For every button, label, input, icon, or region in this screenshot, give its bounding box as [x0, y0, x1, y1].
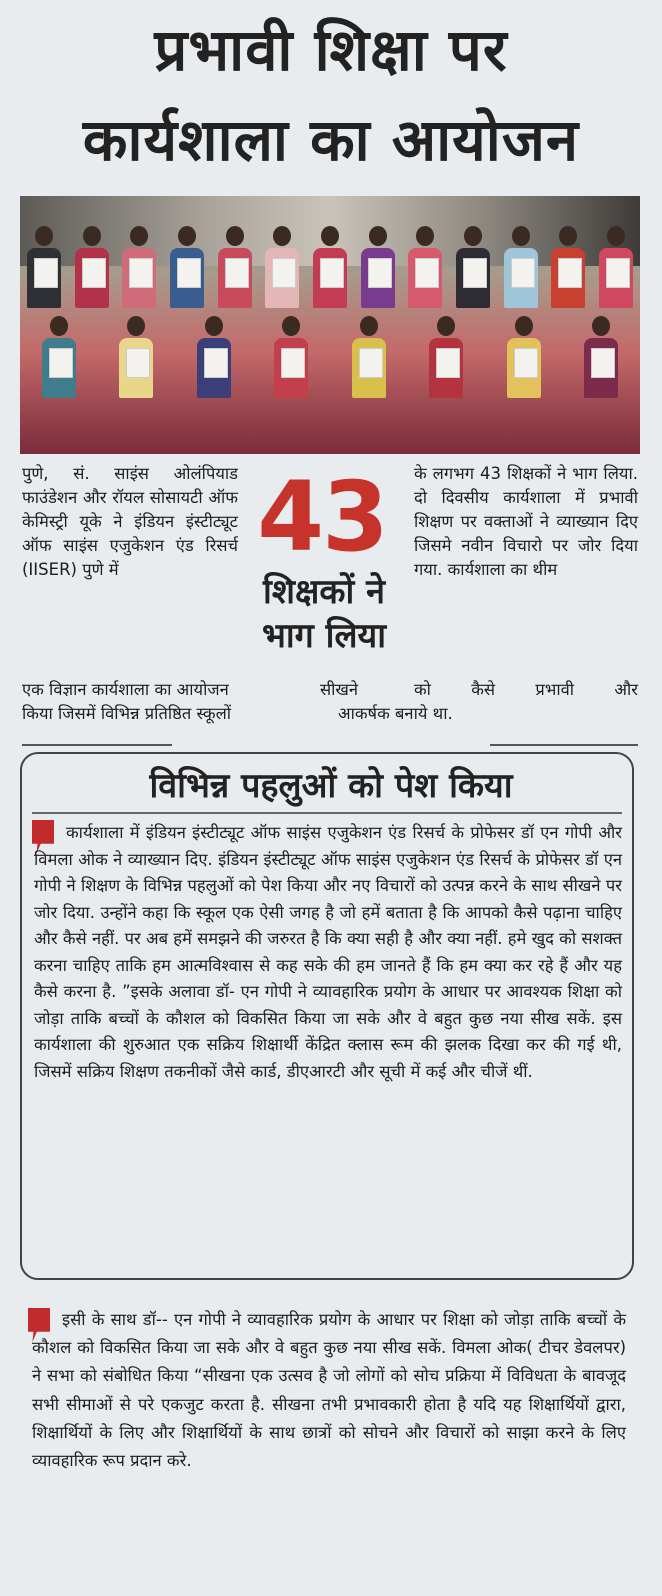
intro-bottom-left-2: किया जिसमें विभिन्न प्रतिष्ठित स्कूलों [22, 704, 232, 723]
intro-bottom-mid: सीखने [320, 680, 359, 699]
divider-rule [22, 744, 172, 746]
intro-bottom-left: एक विज्ञान कार्यशाला का आयोजन [22, 680, 229, 699]
intro-right-column: के लगभग 43 शिक्षकों ने भाग लिया. दो दिवसीय कार्यशाला में प्रभावी शिक्षण पर वक्ताओं ने व्याख्यान दिए जिसमे नवीन विचारो पर जोर दिया गया. कार्यशाला का थीम [414, 464, 638, 579]
headline-line-1: प्रभावी शिक्षा पर [154, 16, 508, 84]
highlight-number: 43 [257, 461, 387, 573]
highlight-line-2: भाग लिया [261, 616, 387, 656]
feature-box-divider [32, 812, 622, 814]
intro-bottom-mid-2: आकर्षक बनाये था. [338, 704, 453, 723]
feature-box-title: विभिन्न पहलुओं को पेश किया [149, 766, 513, 806]
headline-line-2: कार्यशाला का आयोजन [82, 106, 580, 174]
highlight-line-1: शिक्षकों ने [263, 572, 385, 612]
intro-left-column: पुणे, सं. साइंस ओलंपियाड फाउंडेशन और रॉयल सोसायटी ऑफ केमिस्ट्री यूके ने इंडियन इंस्टीट्यूट ऑफ साइंस एजुकेशन एंड रिसर्च (IISER) पुणे में [22, 464, 238, 579]
feature-box-text: कार्यशाला में इंडियन इंस्टीट्यूट ऑफ साइंस एजुकेशन एंड रिसर्च के प्रोफेसर डॉ एन गोपी और विमला ओक ने व्याख्यान दिए. इंडियन इंस्टीट्यूट ऑफ साइंस एजुकेशन एंड रिसर्च के प्रोफेसर डॉ एन गोपी ने शिक्षण के विभिन्न पहलुओं को पेश किया और नए विचारों को उत्पन्न करने के साथ सीखने पर जोर दिया. उन्होंने कहा कि स्कूल एक ऐसी जगह है जो हमें बताता है कि आपको कैसे पढ़ाना चाहिए और कैसे नहीं. पर अब हमें समझने की जरुरत है कि क्या सही है और क्या नहीं. हमे खुद को सशक्त करना चाहिए ताकि हम आत्मविश्वास से कह सके की हम जानते हैं कि हम क्या कर रहे हैं और यह कैसे करना है. ”इसके अलावा डॉ- एन गोपी ने व्यावहारिक प्रयोग के आधार पर आवश्यक शिक्षा को जोड़ा ताकि बच्चों के कौशल को विकसित किया जा सके और वे बहुत कुछ नया सीख सकें. इस कार्यशाला की शुरुआत एक सक्रिय शिक्षार्थी केंद्रित क्लास रूम की झलक दिखा कर की गई थी, जिसमें सक्रिय शिक्षण तकनीकों जैसे कार्ड, डीएआरटी और सूची में कई और चीजें थीं. [34, 823, 622, 1081]
group-photo [20, 196, 640, 454]
second-paragraph: इसी के साथ डॉ-- एन गोपी ने व्यावहारिक प्रयोग के आधार पर शिक्षा को जोड़ा ताकि बच्चों के कौशल को विकसित किया जा सके और वे बहुत कुछ नया सीख सकें. विमला ओक( टीचर डेवलपर) ने सभा को संबोधित किया “सीखना एक उत्सव है जो लोगों को सोच प्रक्रिया में विविधता के बावजूद सभी सीमाओं से परे एकजुट करता है. सीखना तभी प्रभावकारी होता है यदि यह शिक्षार्थियों द्वारा, शिक्षार्थियों के लिए और शिक्षार्थियों के साथ छात्रों को सोचने और विचारों को साझा करने के लिए व्यावहारिक रूप प्रदान करे. [32, 1310, 626, 1471]
divider-rule [490, 744, 638, 746]
intro-bottom-right: को कैसे प्रभावी और [414, 680, 638, 699]
